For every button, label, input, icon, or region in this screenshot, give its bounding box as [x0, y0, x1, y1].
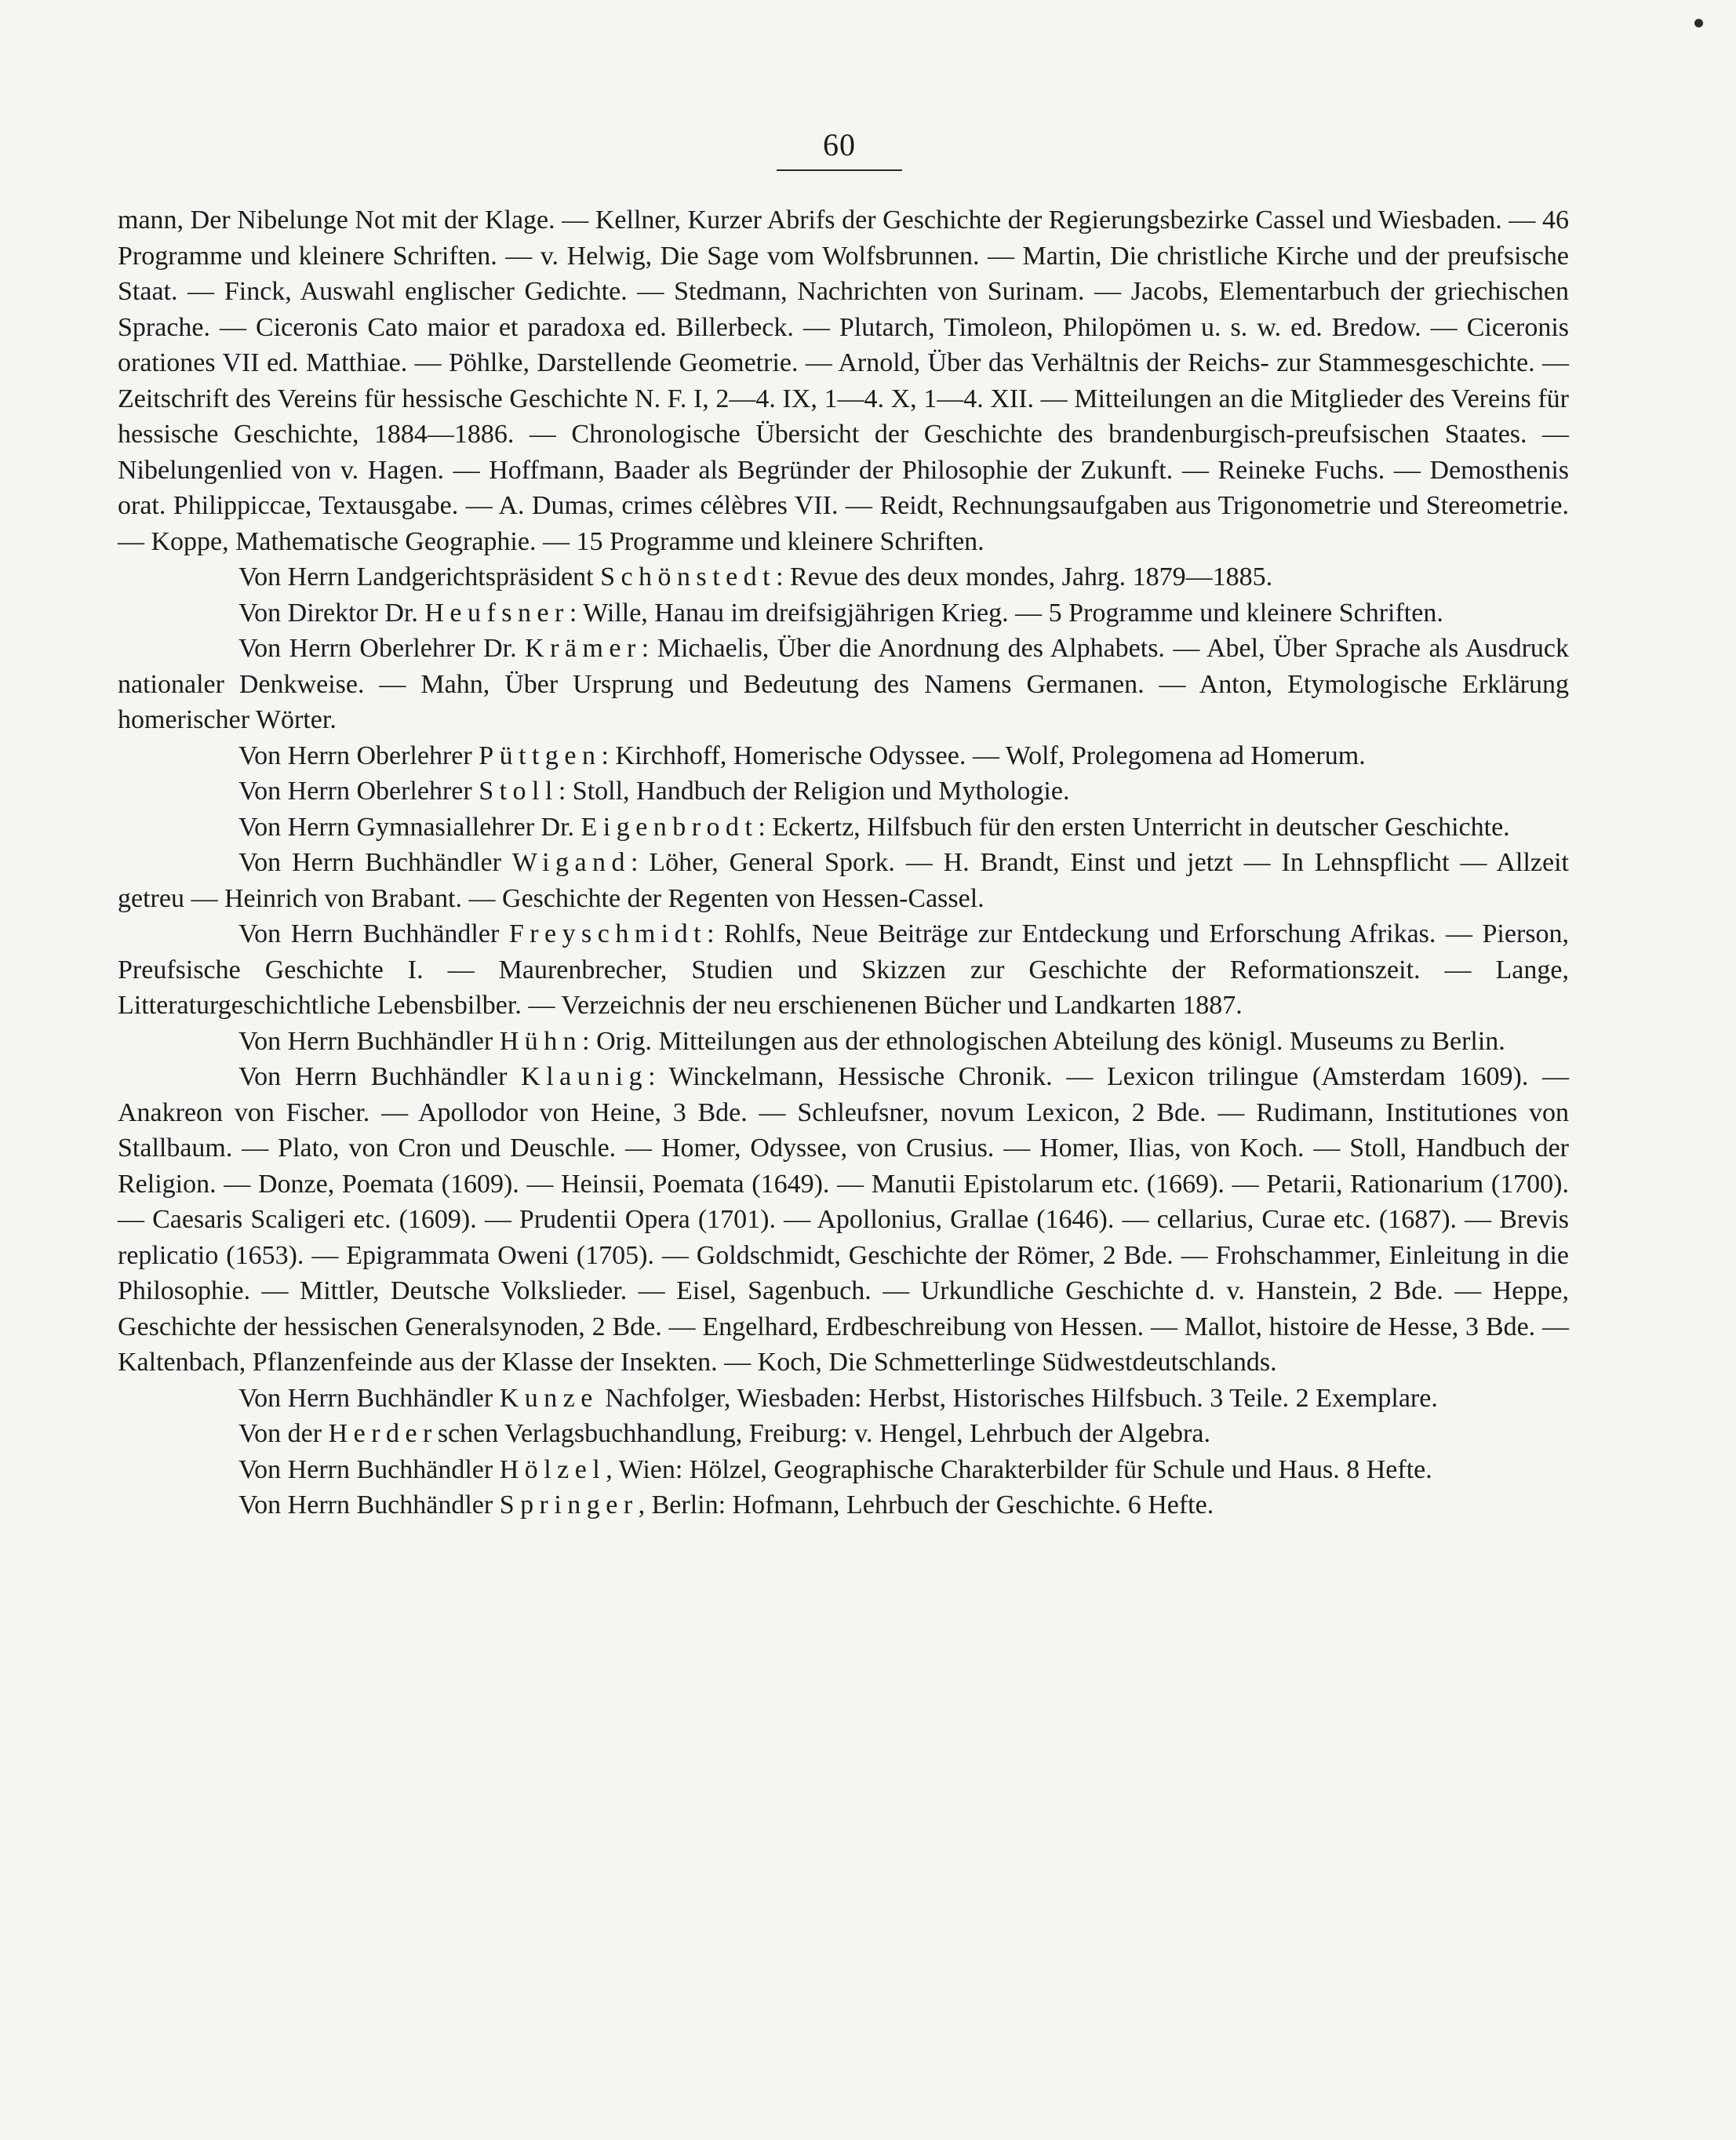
donor-name: Kunze [499, 1383, 599, 1413]
page-number-rule [777, 169, 902, 171]
donor-name: Klaunig [521, 1062, 649, 1091]
paragraph-text: : Michaelis, Über die Anordnung des Alphabets. — Abel, Über Sprache als Ausdruck nationaler Denkweise. — Mahn, Über Ursprung und Bedeutung des Namens Germanen. — Anton, Etymologische Erklärung homerischer Wörter. [118, 634, 1570, 734]
paragraph-text: : Winckelmann, Hessische Chronik. — Lexicon trilingue (Amsterdam 1609). — Anakreon von Fischer. — Apollodor von Heine, 3 Bde. — Schleufsner, novum Lexicon, 2 Bde. — Rudimann, Institutiones von Stallbaum. — Plato, von Cron und Deuschle. — Homer, Odyssee, von Crusius. — Homer, Ilias, von Koch. — Stoll, Handbuch der Religion. — Donze, Poemata (1609). — Heinsii, Poemata (1649). — Manutii Epistolarum etc. (1669). — Petarii, Rationarium (1700). — Caesaris Scaligeri etc. (1609). — Prudentii Opera (1701). — Apollonius, Grallae (1646). — cellarius, Curae etc. (1687). — Brevis replicatio (1653). — Epigrammata Oweni (1705). — Goldschmidt, Geschichte der Römer, 2 Bde. — Frohschammer, Einleitung in die Philosophie. — Mittler, Deutsche Volkslieder. — Eisel, Sagenbuch. — Urkundliche Geschichte d. v. Hanstein, 2 Bde. — Heppe, Geschichte der hessischen Generalsynoden, 2 Bde. — Engelhard, Erdbeschreibung von Hessen. — Mallot, histoire de Hesse, 3 Bde. — Kaltenbach, Pflanzenfeinde aus der Klasse der Insekten. — Koch, Die Schmetterlinge Südwestdeutschlands. [118, 1062, 1569, 1377]
paragraph-text: : Revue des deux mondes, Jahrg. 1879—1885. [776, 562, 1273, 591]
donor-name: Freyschmidt [508, 919, 708, 948]
paragraph-lead: Von Herrn Landgerichtspräsident [238, 562, 601, 591]
paragraph-donation [118, 1059, 1569, 1381]
paragraph-text: : Rohlfs, Neue Beiträge zur Entdeckung und Erforschung Afrikas. — Pierson, Preufsische Geschichte I. — Maurenbrecher, Studien und Skizzen zur Geschichte der Reformationszeit. — Lange, Litteraturgeschichtliche Lebensbilber. — Verzeichnis der neu erschienenen Bücher und Landkarten 1887. [118, 919, 1569, 1020]
paragraph-donation [118, 631, 1569, 738]
donor-name: Wigand [511, 848, 631, 877]
donor-name: Herder [328, 1419, 438, 1448]
paragraph-lead: Von Herrn Oberlehrer [238, 777, 479, 806]
paragraph-text: mann, Der Nibelunge Not mit der Klage. — Kellner, Kurzer Abrifs der Geschichte der Regierungsbezirke Cassel und Wiesbaden. — 46 Programme und kleinere Schriften. — v. Helwig, Die Sage vom Wolfsbrunnen. — Martin, Die christliche Kirche und der preufsische Staat. — Finck, Auswahl englischer Gedichte. — Stedmann, Nachrichten von Surinam. — Jacobs, Elementarbuch der griechischen Sprache. — Ciceronis Cato maior et paradoxa ed. Billerbeck. — Plutarch, Timoleon, Philopömen u. s. w. ed. Bredow. — Ciceronis orationes VII ed. Matthiae. — Pöhlke, Darstellende Geometrie. — Arnold, Über das Verhältnis der Reichs- zur Stammesgeschichte. — Zeitschrift des Vereins für hessische Geschichte N. F. I, 2—4. IX, 1—4. X, 1—4. XII. — Mitteilungen an die Mitglieder des Vereins für hessische Geschichte, 1884—1886. — Chronologische Übersicht der Geschichte des brandenburgisch-preufsischen Staates. — Nibelungenlied von v. Hagen. — Hoffmann, Baader als Begründer der Philosophie der Zukunft. — Reineke Fuchs. — Demosthenis orat. Philippiccae, Textausgabe. — A. Dumas, crimes célèbres VII. — Reidt, Rechnungsaufgaben aus Trigonometrie und Stereometrie. — Koppe, Mathematische Geographie. — 15 Programme und kleinere Schriften. [118, 206, 1569, 556]
paragraph-lead: Von Herrn Oberlehrer Dr. [238, 634, 526, 663]
paragraph-donation [118, 845, 1569, 916]
donor-name: Heufsner [424, 598, 570, 628]
paragraph-donation [118, 1416, 1569, 1452]
paragraph-lead: Von Herrn Buchhändler [238, 919, 509, 948]
donor-name: Hühn [499, 1026, 583, 1056]
paragraph-text: : Kirchhoff, Homerische Odyssee. — Wolf, Prolegomena ad Homerum. [601, 741, 1366, 770]
paragraph-lead: Von Herrn Buchhändler [238, 1026, 500, 1056]
donor-name: Springer [499, 1490, 639, 1519]
donation-list [118, 202, 1569, 1523]
paragraph-donation [118, 738, 1569, 774]
paragraph-text: , Berlin: Hofmann, Lehrbuch der Geschichte. 6 Hefte. [638, 1490, 1214, 1519]
page-number: 60 [823, 127, 856, 162]
paragraph-text: Nachfolger, Wiesbaden: Herbst, Historisches Hilfsbuch. 3 Teile. 2 Exemplare. [598, 1383, 1438, 1413]
paragraph-lead: Von Herrn Buchhändler [238, 1062, 522, 1091]
paragraph-text: : Eckertz, Hilfsbuch für den ersten Unterricht in deutscher Geschichte. [758, 812, 1510, 842]
paragraph-donation [118, 773, 1569, 810]
paragraph-lead: Von der [238, 1419, 329, 1448]
paragraph-text: : Stoll, Handbuch der Religion und Mythologie. [558, 777, 1070, 806]
paragraph-donation [118, 1381, 1569, 1417]
donor-name: Stoll [479, 777, 559, 806]
paragraph-lead: Von Herrn Gymnasiallehrer Dr. [238, 812, 581, 842]
ink-dot [1694, 19, 1703, 27]
paragraph-donation [118, 559, 1569, 595]
paragraph-donation [118, 916, 1569, 1024]
paragraph-donation [118, 595, 1569, 631]
paragraph-donation [118, 1024, 1569, 1060]
donor-name: Schönstedt [600, 562, 777, 591]
donor-name: Hölzel [499, 1454, 606, 1484]
paragraph-lead: Von Herrn Oberlehrer [238, 741, 479, 770]
paragraph-donation [118, 810, 1569, 846]
paragraph-lead: Von Direktor Dr. [238, 598, 425, 628]
donor-name: Püttgen [479, 741, 602, 770]
paragraph-donation [118, 1487, 1569, 1523]
paragraph-lead: Von Herrn Buchhändler [238, 1383, 500, 1413]
paragraph-continuation [118, 202, 1569, 559]
paragraph-donation [118, 1452, 1569, 1488]
paragraph-text: , Wien: Hölzel, Geographische Charakterbilder für Schule und Haus. 8 Hefte. [606, 1454, 1432, 1484]
paragraph-lead: Von Herrn Buchhändler [238, 1454, 500, 1484]
donor-name: Krämer [525, 634, 642, 663]
donor-name: Eigenbrodt [580, 812, 759, 842]
paragraph-text: : Orig. Mitteilungen aus der ethnologischen Abteilung des königl. Museums zu Berlin. [582, 1026, 1505, 1056]
paragraph-text: : Löher, General Spork. — H. Brandt, Einst und jetzt — In Lehnspflicht — Allzeit getreu — Heinrich von Brabant. — Geschichte der Regenten von Hessen-Cassel. [118, 848, 1569, 913]
paragraph-text: schen Verlagsbuchhandlung, Freiburg: v. Hengel, Lehrbuch der Algebra. [437, 1419, 1210, 1448]
paragraph-text: : Wille, Hanau im dreifsigjährigen Krieg. — 5 Programme und kleinere Schriften. [569, 598, 1443, 628]
paragraph-lead: Von Herrn Buchhändler [238, 1490, 500, 1519]
paragraph-lead: Von Herrn Buchhändler [238, 848, 512, 877]
